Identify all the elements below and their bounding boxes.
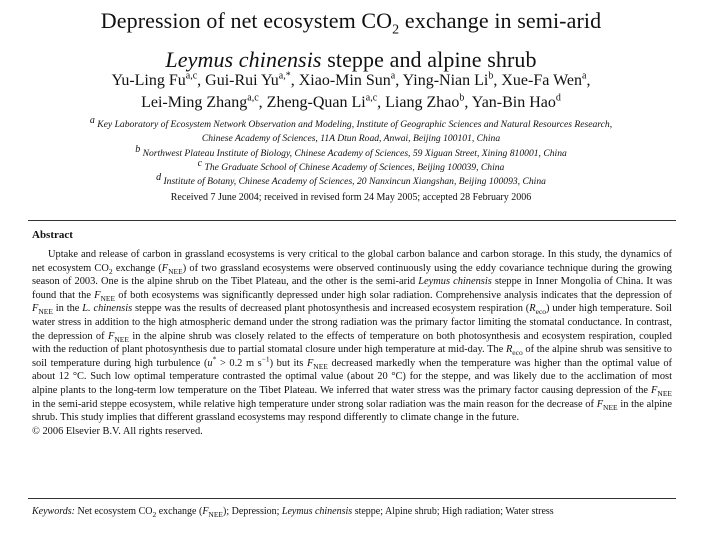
author: Liang Zhao$^b$, <box>385 92 472 111</box>
top-divider <box>28 220 676 221</box>
affiliation-list <box>20 114 682 189</box>
affiliation: $^d$ Institute of Botany, Chinese Academy of Sciences, 20 Nanxincun Xiangshan, Beijing 100093, China <box>156 172 546 188</box>
copyright-notice: © 2006 Elsevier B.V. All rights reserved. <box>32 425 203 437</box>
affiliation: $^b$ Northwest Plateau Institute of Biology, Chinese Academy of Sciences, 59 Xiguan Street, Xining 810001, China <box>135 143 567 159</box>
affiliation: $^c$ The Graduate School of Chinese Academy of Sciences, Beijing 100039, China <box>197 157 505 173</box>
keywords-line: Keywords: Net ecosystem $CO_2$ exchange $(F_{NEE})$; Depression; Leymus chinensis steppe; Alpine shrub; High radiation; Water stress <box>32 506 554 519</box>
affiliation: $^a$ Key Laboratory of Ecosystem Network Observation and Modeling, Institute of Geographic Sciences and Natural Resources Research, <box>89 114 613 130</box>
author: Ying-Nian Li$^b$, <box>402 70 502 89</box>
affiliation: Chinese Academy of Sciences, 11A Dtun Road, Anwai, Beijing 100101, China <box>201 133 501 145</box>
author-list <box>20 70 682 114</box>
abstract-heading: Abstract <box>32 229 73 241</box>
author: Xiao-Min Sun$^a$, <box>298 70 403 89</box>
paper-title <box>0 6 702 75</box>
author: Yu-Ling Fu$^{a,c}$, <box>111 70 206 89</box>
received-dates: Received 7 June 2004; received in revised form 24 May 2005; accepted 28 February 2006 <box>170 192 532 203</box>
abstract-body <box>32 248 672 438</box>
author: Yan-Bin Hao$^d$ <box>471 92 561 111</box>
author: Zheng-Quan Li$^{a,c}$, <box>266 92 386 111</box>
bottom-divider <box>28 498 676 499</box>
title-line-2: Leymus chinensis steppe and alpine shrub <box>165 47 537 73</box>
title-line-1: Depression of net ecosystem $CO_2$ exchange in semi-arid <box>100 8 602 38</box>
keywords-label: Keywords: <box>32 506 75 517</box>
author: Gui-Rui $Yu^{a,*}$, <box>205 70 299 89</box>
abstract-paragraph: Uptake and release of carbon in grassland ecosystems is very critical to the global carbon balance and carbon storage. In this study, the dynamics of net ecosystem $CO_2$ exchange $(F_{NEE})$ of two grassland ecosystems were observed continuously using the eddy covariance technique during the growing season of 2003. One is the alpine shrub on the Tibet Plateau, and the other is the semi-arid Leymus chinensis steppe in Inner Mongolia of China. It was found that the $F_{NEE}$ of both ecosystems was significantly depressed under high solar radiation. Comprehensive analysis indicates that the depression of $F_{NEE}$ in the L. chinensis steppe was the results of decreased plant photosynthesis and increased ecosystem respiration $(R_{eco})$ under high temperature. Soil water stress in addition to the high atmospheric demand under the strong radiation was the primary factor limiting the stomatal conductance. In contrast, the depression of $F_{NEE}$ in the alpine shrub was closely related to the effects of temperature on both photosynthesis and ecosystem respiration, coupled with the reduction of plant photosynthesis due to partial stomatal closure under high temperature at mid-day. The $R_{eco}$ of the alpine shrub was sensitive to soil temperature during high turbulence (u* > 0.2 m $s^{-1}$) but its $F_{NEE}$ decreased markedly when the temperature was higher than the optimal value of about 12 °C. Such low optimal temperature contrasted the optimal value (about 20 °C) for the steppe, and was likely due to the acclimation of most alpine plants to the long-term low temperature on the Tibet Plateau. We inferred that water stress was the primary factor causing depression of the $F_{NEE}$ in the semi-arid steppe ecosystem, while relative high temperature under strong solar radiation was the main reason for the decrease of $F_{NEE}$ in the alpine shrub. This study implies that different grassland ecosystems may respond differently to climate change in the future. <box>32 249 672 424</box>
author: Xue-Fa Wen$^a$, <box>501 70 591 89</box>
author: Lei-Ming Zhang$^{a,c}$, <box>141 92 267 111</box>
